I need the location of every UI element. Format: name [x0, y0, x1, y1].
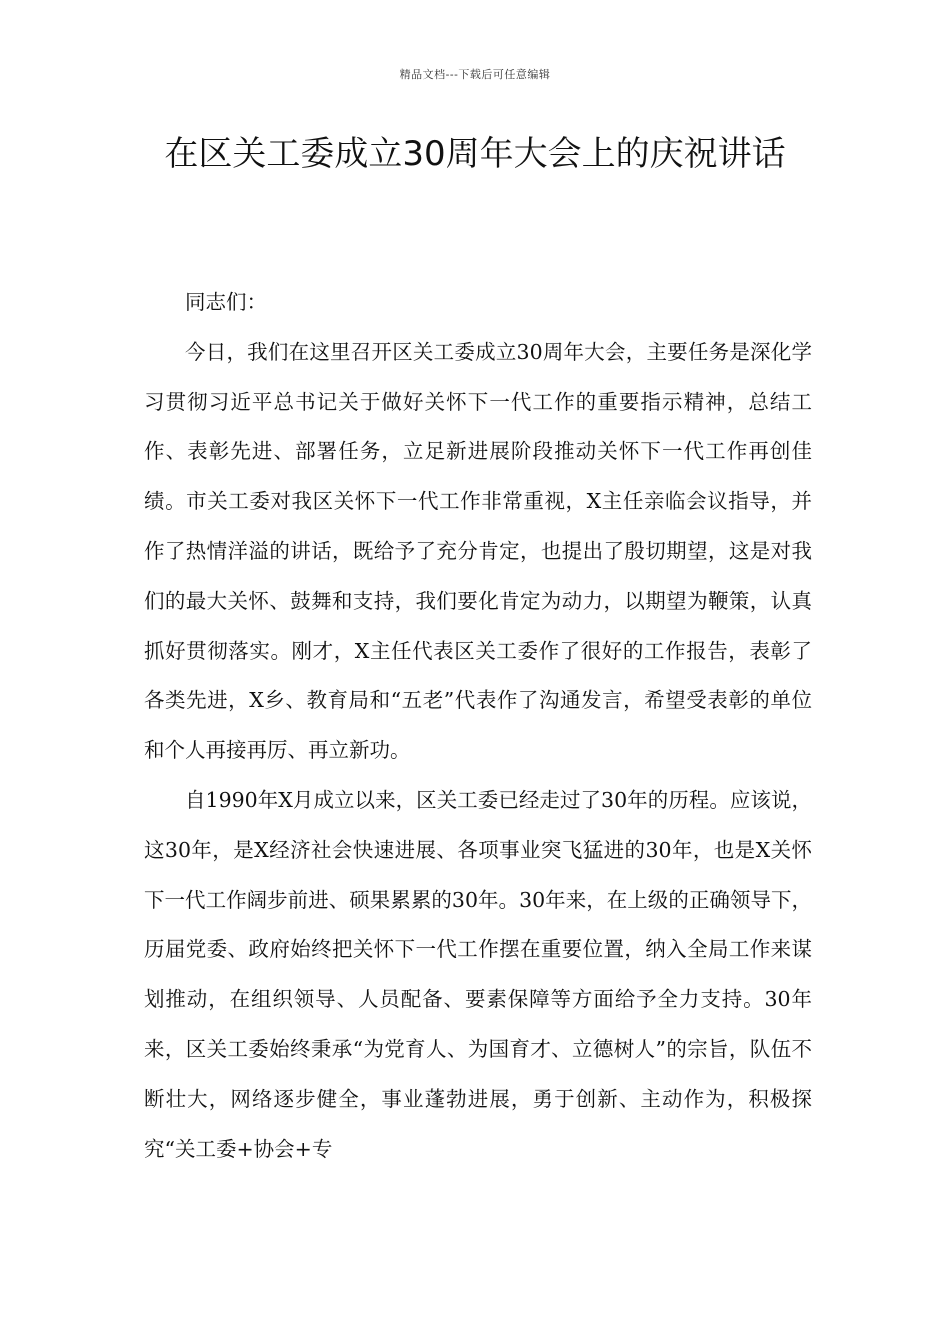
document-title: 在区关工委成立30周年大会上的庆祝讲话	[164, 134, 786, 174]
salutation-paragraph: 同志们：	[185, 290, 267, 314]
page-header: 精品文档---下载后可任意编辑	[399, 68, 551, 81]
document-body	[144, 278, 812, 1174]
body-paragraph: 自1990年X月成立以来，区关工委已经走过了30年的历程。应该说，这30年，是X经济社会快速进展、各项事业突飞猛进的30年，也是X关怀下一代工作阔步前进、硕果累累的30年。30年来，在上级的正确领导下，历届党委、政府始终把关怀下一代工作摆在重要位置，纳入全局工作来谋划推动，在组织领导、人员配备、要素保障等方面给予全力支持。30年来，区关工委始终秉承“为党育人、为国育才、立德树人”的宗旨，队伍不断壮大，网络逐步健全，事业蓬勃进展，勇于创新、主动作为，积极探究“关工委+协会+专	[144, 787, 812, 1161]
body-paragraph: 今日，我们在这里召开区关工委成立30周年大会，主要任务是深化学习贯彻习近平总书记关于做好关怀下一代工作的重要指示精神，总结工作、表彰先进、部署任务，立足新进展阶段推动关怀下一代工作再创佳绩。市关工委对我区关怀下一代工作非常重视，X主任亲临会议指导，并作了热情洋溢的讲话，既给予了充分肯定，也提出了殷切期望，这是对我们的最大关怀、鼓舞和支持，我们要化肯定为动力，以期望为鞭策，认真抓好贯彻落实。刚才，X主任代表区关工委作了很好的工作报告，表彰了各类先进，X乡、教育局和“五老”代表作了沟通发言，希望受表彰的单位和个人再接再厉、再立新功。	[144, 339, 812, 763]
